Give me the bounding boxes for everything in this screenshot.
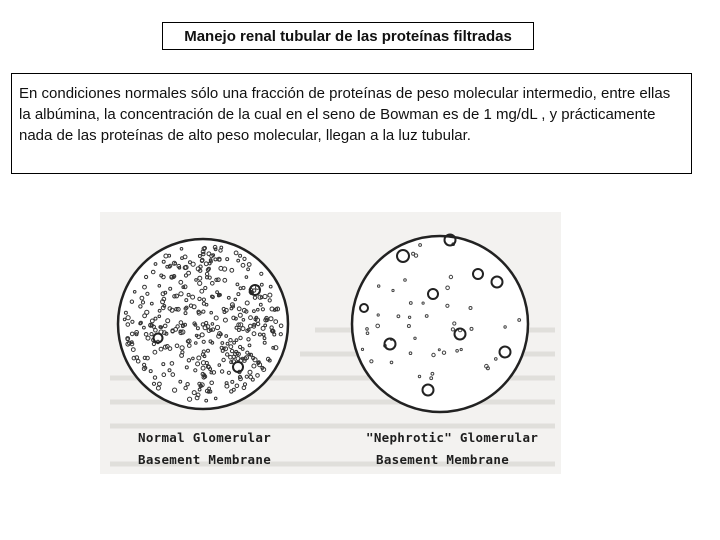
normal-membrane-circle	[118, 239, 288, 409]
nephrotic-label-line1: "Nephrotic" Glomerular	[366, 430, 539, 445]
normal-label-line2: Basement Membrane	[138, 452, 272, 467]
normal-label-line1: Normal Glomerular	[138, 430, 272, 445]
description-paragraph: En condiciones normales sólo una fracción de proteínas de peso molecular intermedio, entre ellas la albúmina, la concentración de la cual en el seno de Bowman es de 1 mg/dL , y prácticamente nada de las proteínas de alto peso molecular, llegan a la luz tubular.	[11, 73, 692, 174]
slide-title: Manejo renal tubular de las proteínas filtradas	[162, 22, 534, 50]
membrane-figure	[100, 212, 561, 474]
nephrotic-label-line2: Basement Membrane	[376, 452, 510, 467]
